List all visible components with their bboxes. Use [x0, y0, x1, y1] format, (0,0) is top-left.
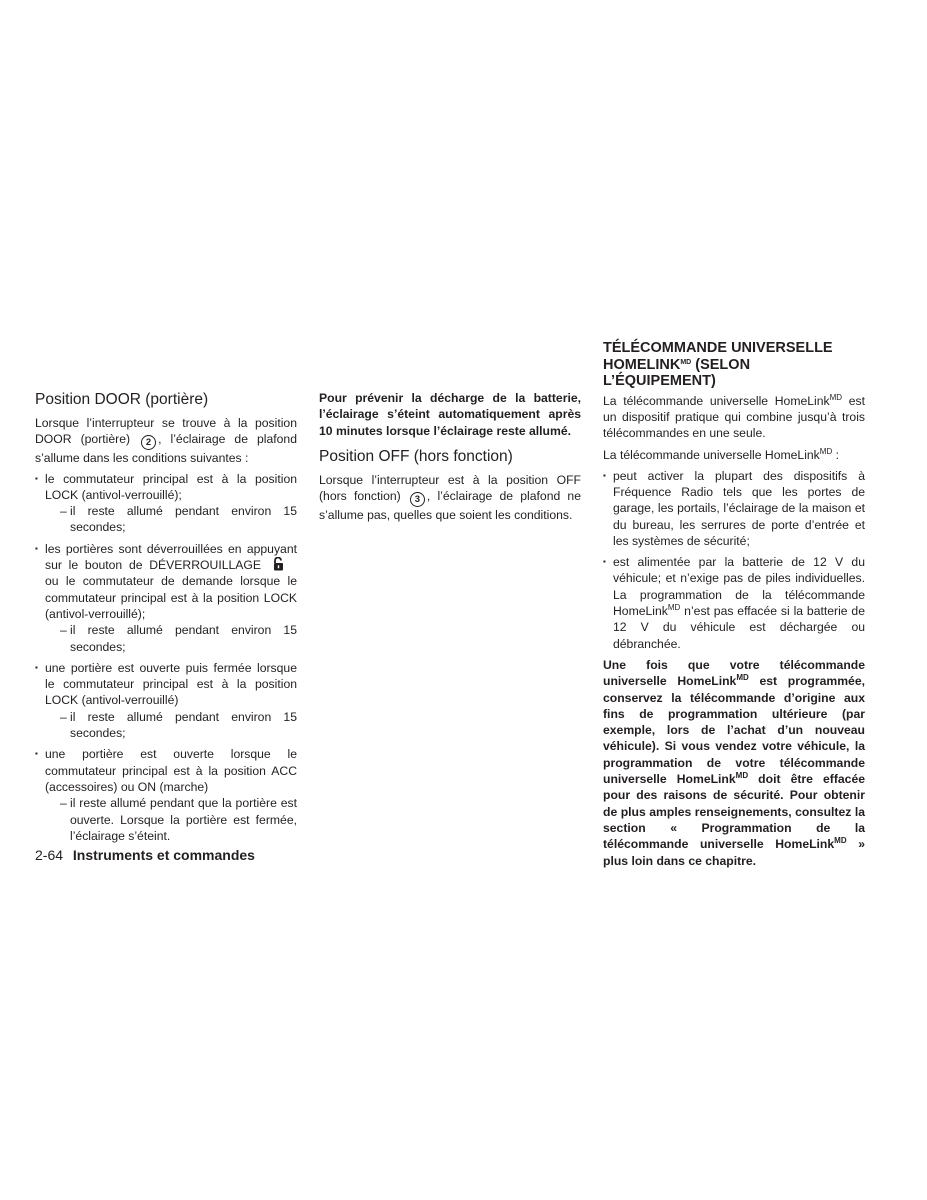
column-right — [603, 340, 865, 873]
p2-text-b: : — [832, 448, 840, 463]
heading-md: MD — [680, 358, 692, 366]
p1-text-a: La télécommande universelle HomeLink — [603, 393, 830, 408]
off-paragraph — [319, 472, 581, 524]
door-intro-text-b: , l’éclairage de plafond s’allume dans les conditions suivantes : — [35, 432, 297, 466]
list-item-text: ou le commutateur de demande lorsque le commutateur principal est à la position LOCK (antivol-verrouillé); — [45, 574, 297, 621]
p1-text-b: est un dispositif pratique qui combine jusqu’à trois télécommandes en une seule. — [603, 393, 865, 441]
list-item — [35, 660, 297, 741]
warning-md-2: MD — [735, 771, 749, 781]
homelink-intro — [603, 393, 865, 442]
off-text-b: , l’éclairage de plafond ne s’allume pas, quelles que soient les conditions. — [319, 489, 581, 523]
p2-text-a: La télécommande universelle HomeLink — [603, 448, 820, 463]
column-middle — [319, 390, 581, 527]
heading-line-2b: (SELON — [691, 356, 751, 373]
list-item: ▪ peut activer la plupart des dispositifs à Fréquence Radio tels que les portes de garage, les portails, l’éclairage de la maison et du bureau, les serrures de porte d’entrée et les systèmes de sécurité; — [603, 468, 865, 549]
warning-text-d: » plus loin dans ce chapitre. — [603, 837, 865, 868]
door-intro — [35, 415, 297, 467]
p1-md: MD — [829, 392, 843, 402]
p2-md: MD — [819, 447, 833, 457]
homelink-features-list — [603, 468, 865, 652]
warning-text-a: Une fois que votre télécommande universelle HomeLink — [603, 657, 865, 689]
column-left — [35, 390, 297, 849]
heading-homelink — [603, 340, 865, 390]
door-intro-text-a: Lorsque l’interrupteur se trouve à la position DOOR (portière) — [35, 416, 297, 447]
sub-item: – il reste allumé pendant environ 15 secondes; — [45, 503, 297, 536]
marker-2: 2 — [141, 435, 156, 450]
marker-3: 3 — [410, 492, 425, 507]
list-item-text-a: est alimentée par la batterie de 12 V du véhicule; et n’exige pas de piles individuelles. La programmation de la télécommande HomeLink — [613, 555, 865, 619]
sub-item: – il reste allumé pendant que la portière est ouverte. Lorsque la portière est fermée, l’éclairage s’éteint. — [45, 795, 297, 844]
door-conditions-list — [35, 471, 297, 845]
warning-md-1: MD — [736, 673, 749, 683]
unlock-icon — [271, 557, 287, 571]
list-item-text: le commutateur principal est à la position LOCK (antivol-verrouillé); — [45, 471, 297, 502]
battery-warning: Pour prévenir la décharge de la batterie, l’éclairage s’éteint automatiquement après 10 minutes lorsque l’éclairage reste allumé. — [319, 391, 581, 438]
list-item — [35, 746, 297, 844]
off-text-a: Lorsque l’interrupteur est à la position OFF (hors fonction) — [319, 472, 581, 504]
list-item-text-b: n’est pas effacée si la batterie de 12 V du véhicule est déchargée ou débranchée. — [613, 604, 865, 651]
heading-line-1: TÉLÉCOMMANDE UNIVERSELLE — [603, 340, 833, 356]
list-item — [35, 471, 297, 536]
heading-line-3: L’ÉQUIPEMENT) — [603, 373, 716, 389]
heading-position-off: Position OFF (hors fonction) — [319, 447, 513, 465]
sub-item: – il reste allumé pendant environ 15 secondes; — [45, 622, 297, 655]
list-item — [35, 541, 297, 655]
warning-text-c: doit être effacée pour des raisons de sécurité. Pour obtenir de plus amples renseignements, consultez la section « Programmation de la télécommande universelle HomeLink — [603, 772, 866, 852]
heading-position-door: Position DOOR (portière) — [35, 391, 209, 408]
heading-line-2a: HOMELINK — [603, 356, 681, 373]
list-item — [603, 554, 865, 652]
list-item-text: les portières sont déverrouillées en appuyant sur le bouton de DÉVERROUILLAGE — [45, 541, 297, 573]
list-item-md: MD — [667, 603, 681, 613]
homelink-warning — [603, 657, 865, 869]
warning-md-3: MD — [834, 836, 847, 846]
homelink-features-intro — [603, 447, 865, 463]
sub-item: – il reste allumé pendant environ 15 secondes; — [45, 709, 297, 742]
page-number: 2-64 — [35, 847, 64, 863]
section-title: Instruments et commandes — [72, 847, 255, 863]
warning-text-b: est programmée, conservez la télécommande d’origine aux fins de programmation ultérieure (par exemple, lors de l’achat d’un nouveau véhicule). Si vous vendez votre véhicule, la programmation de votre télécommande universelle HomeLink — [603, 674, 866, 787]
list-item-text: une portière est ouverte lorsque le commutateur principal est à la position ACC (accessoires) ou ON (marche) — [45, 747, 297, 794]
list-item-text: une portière est ouverte puis fermée lorsque le commutateur principal est à la position LOCK (antivol-verrouillé) — [45, 660, 297, 708]
page-footer — [35, 846, 255, 864]
